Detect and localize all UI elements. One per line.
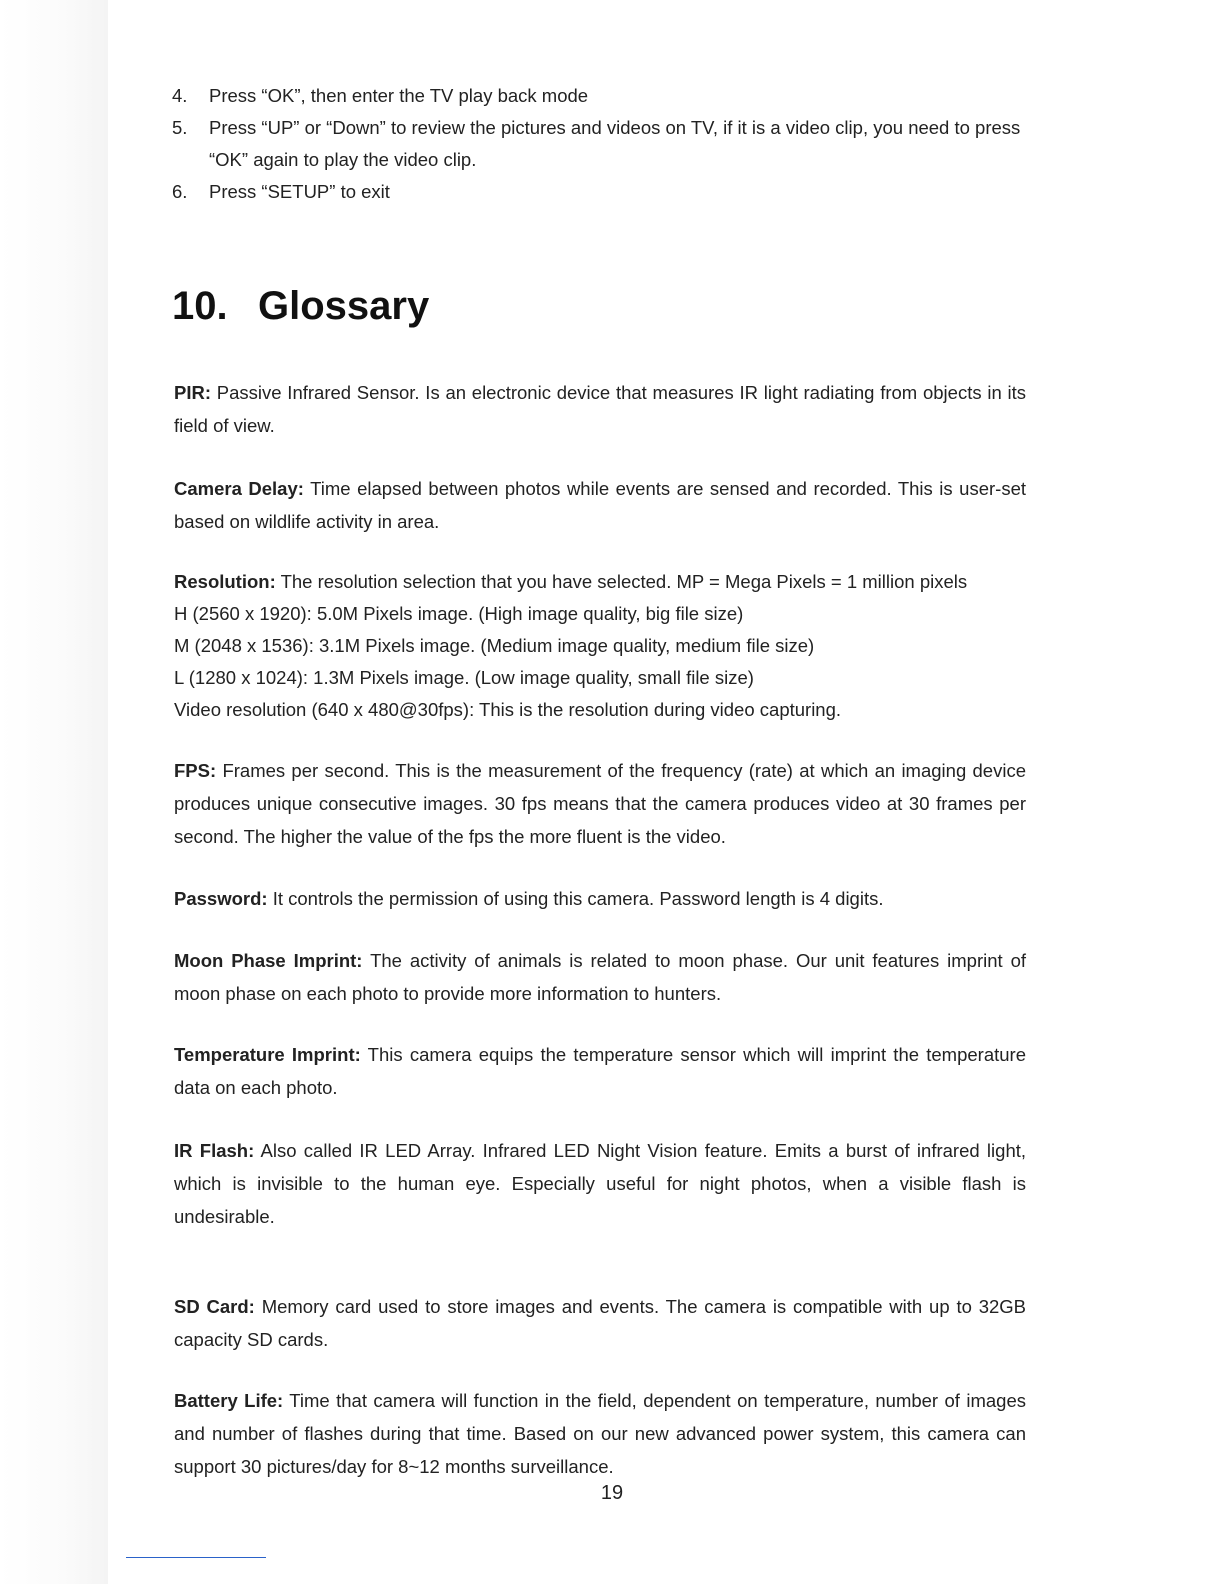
glossary-entry-password (174, 882, 1026, 915)
step-text: Press “OK”, then enter the TV play back mode (209, 85, 589, 106)
glossary-definition: Time elapsed between photos while events are sensed and recorded. This is user-set based on wildlife activity in area. (174, 478, 1027, 532)
glossary-definition: Also called IR LED Array. Infrared LED Night Vision feature. Emits a burst of infrared light, which is invisible to the human eye. Especially useful for night photos, when a visible flash is undesirable. (174, 1140, 1027, 1227)
step-item (172, 176, 1032, 208)
glossary-term: Resolution: (174, 571, 276, 592)
section-heading (172, 284, 429, 329)
glossary-term: Moon Phase Imprint: (174, 950, 363, 971)
glossary-definition: Passive Infrared Sensor. Is an electronic device that measures IR light radiating from objects in its field of view. (174, 382, 1026, 436)
step-text: Press “UP” or “Down” to review the pictures and videos on TV, if it is a video clip, you need to press “OK” again to play the video clip. (209, 117, 1021, 170)
glossary-definition: Time that camera will function in the field, dependent on temperature, number of images and number of flashes during that time. Based on our new advanced power system, this camera can support 30 pictures/day for 8~12 months surveillance. (174, 1390, 1026, 1477)
glossary-entry-temperature (174, 1038, 1026, 1104)
glossary-entry-sd-card (174, 1290, 1026, 1356)
step-number: 4. (172, 85, 188, 106)
page-number: 19 (600, 1482, 624, 1504)
glossary-definition: The activity of animals is related to moon phase. Our unit features imprint of moon phase on each photo to provide more information to hunters. (174, 950, 1027, 1004)
step-text: Press “SETUP” to exit (209, 181, 390, 202)
glossary-definition: It controls the permission of using this camera. Password length is 4 digits. (272, 888, 884, 909)
resolution-line: Video resolution (640 x 480@30fps): This is the resolution during video capturing. (174, 699, 842, 720)
step-number: 6. (172, 181, 188, 202)
resolution-line: H (2560 x 1920): 5.0M Pixels image. (High image quality, big file size) (174, 603, 744, 624)
step-list (172, 80, 1032, 208)
glossary-entry-pir (174, 376, 1026, 442)
footer-rule (126, 1557, 266, 1558)
glossary-entry-resolution (174, 566, 1026, 726)
resolution-line: M (2048 x 1536): 3.1M Pixels image. (Medium image quality, medium file size) (174, 635, 815, 656)
glossary-term: Camera Delay: (174, 478, 304, 499)
glossary-entry-camera-delay (174, 472, 1026, 538)
glossary-entry-fps (174, 754, 1026, 853)
glossary-term: PIR: (174, 382, 211, 403)
glossary-definition: The resolution selection that you have selected. MP = Mega Pixels = 1 million pixels (280, 571, 968, 592)
glossary-term: Temperature Imprint: (174, 1044, 361, 1065)
glossary-entry-battery-life (174, 1384, 1026, 1483)
glossary-entry-moon-phase (174, 944, 1026, 1010)
glossary-term: FPS: (174, 760, 217, 781)
glossary-term: SD Card: (174, 1296, 255, 1317)
glossary-term: Password: (174, 888, 268, 909)
glossary-definition: This camera equips the temperature sensor which will imprint the temperature data on each photo. (174, 1044, 1026, 1098)
resolution-line: L (1280 x 1024): 1.3M Pixels image. (Low image quality, small file size) (174, 667, 754, 688)
glossary-definition: Memory card used to store images and events. The camera is compatible with up to 32GB capacity SD cards. (174, 1296, 1027, 1350)
section-title: Glossary (258, 284, 430, 328)
glossary-term: Battery Life: (174, 1390, 284, 1411)
step-item (172, 112, 1032, 176)
glossary-term: IR Flash: (174, 1140, 255, 1161)
step-item (172, 80, 1032, 112)
glossary-definition: Frames per second. This is the measurement of the frequency (rate) at which an imaging device produces unique consecutive images. 30 fps means that the camera produces video at 30 frames per second. The higher the value of the fps the more fluent is the video. (174, 760, 1026, 847)
glossary-entry-ir-flash (174, 1134, 1026, 1233)
section-number: 10. (172, 284, 228, 328)
step-number: 5. (172, 117, 188, 138)
